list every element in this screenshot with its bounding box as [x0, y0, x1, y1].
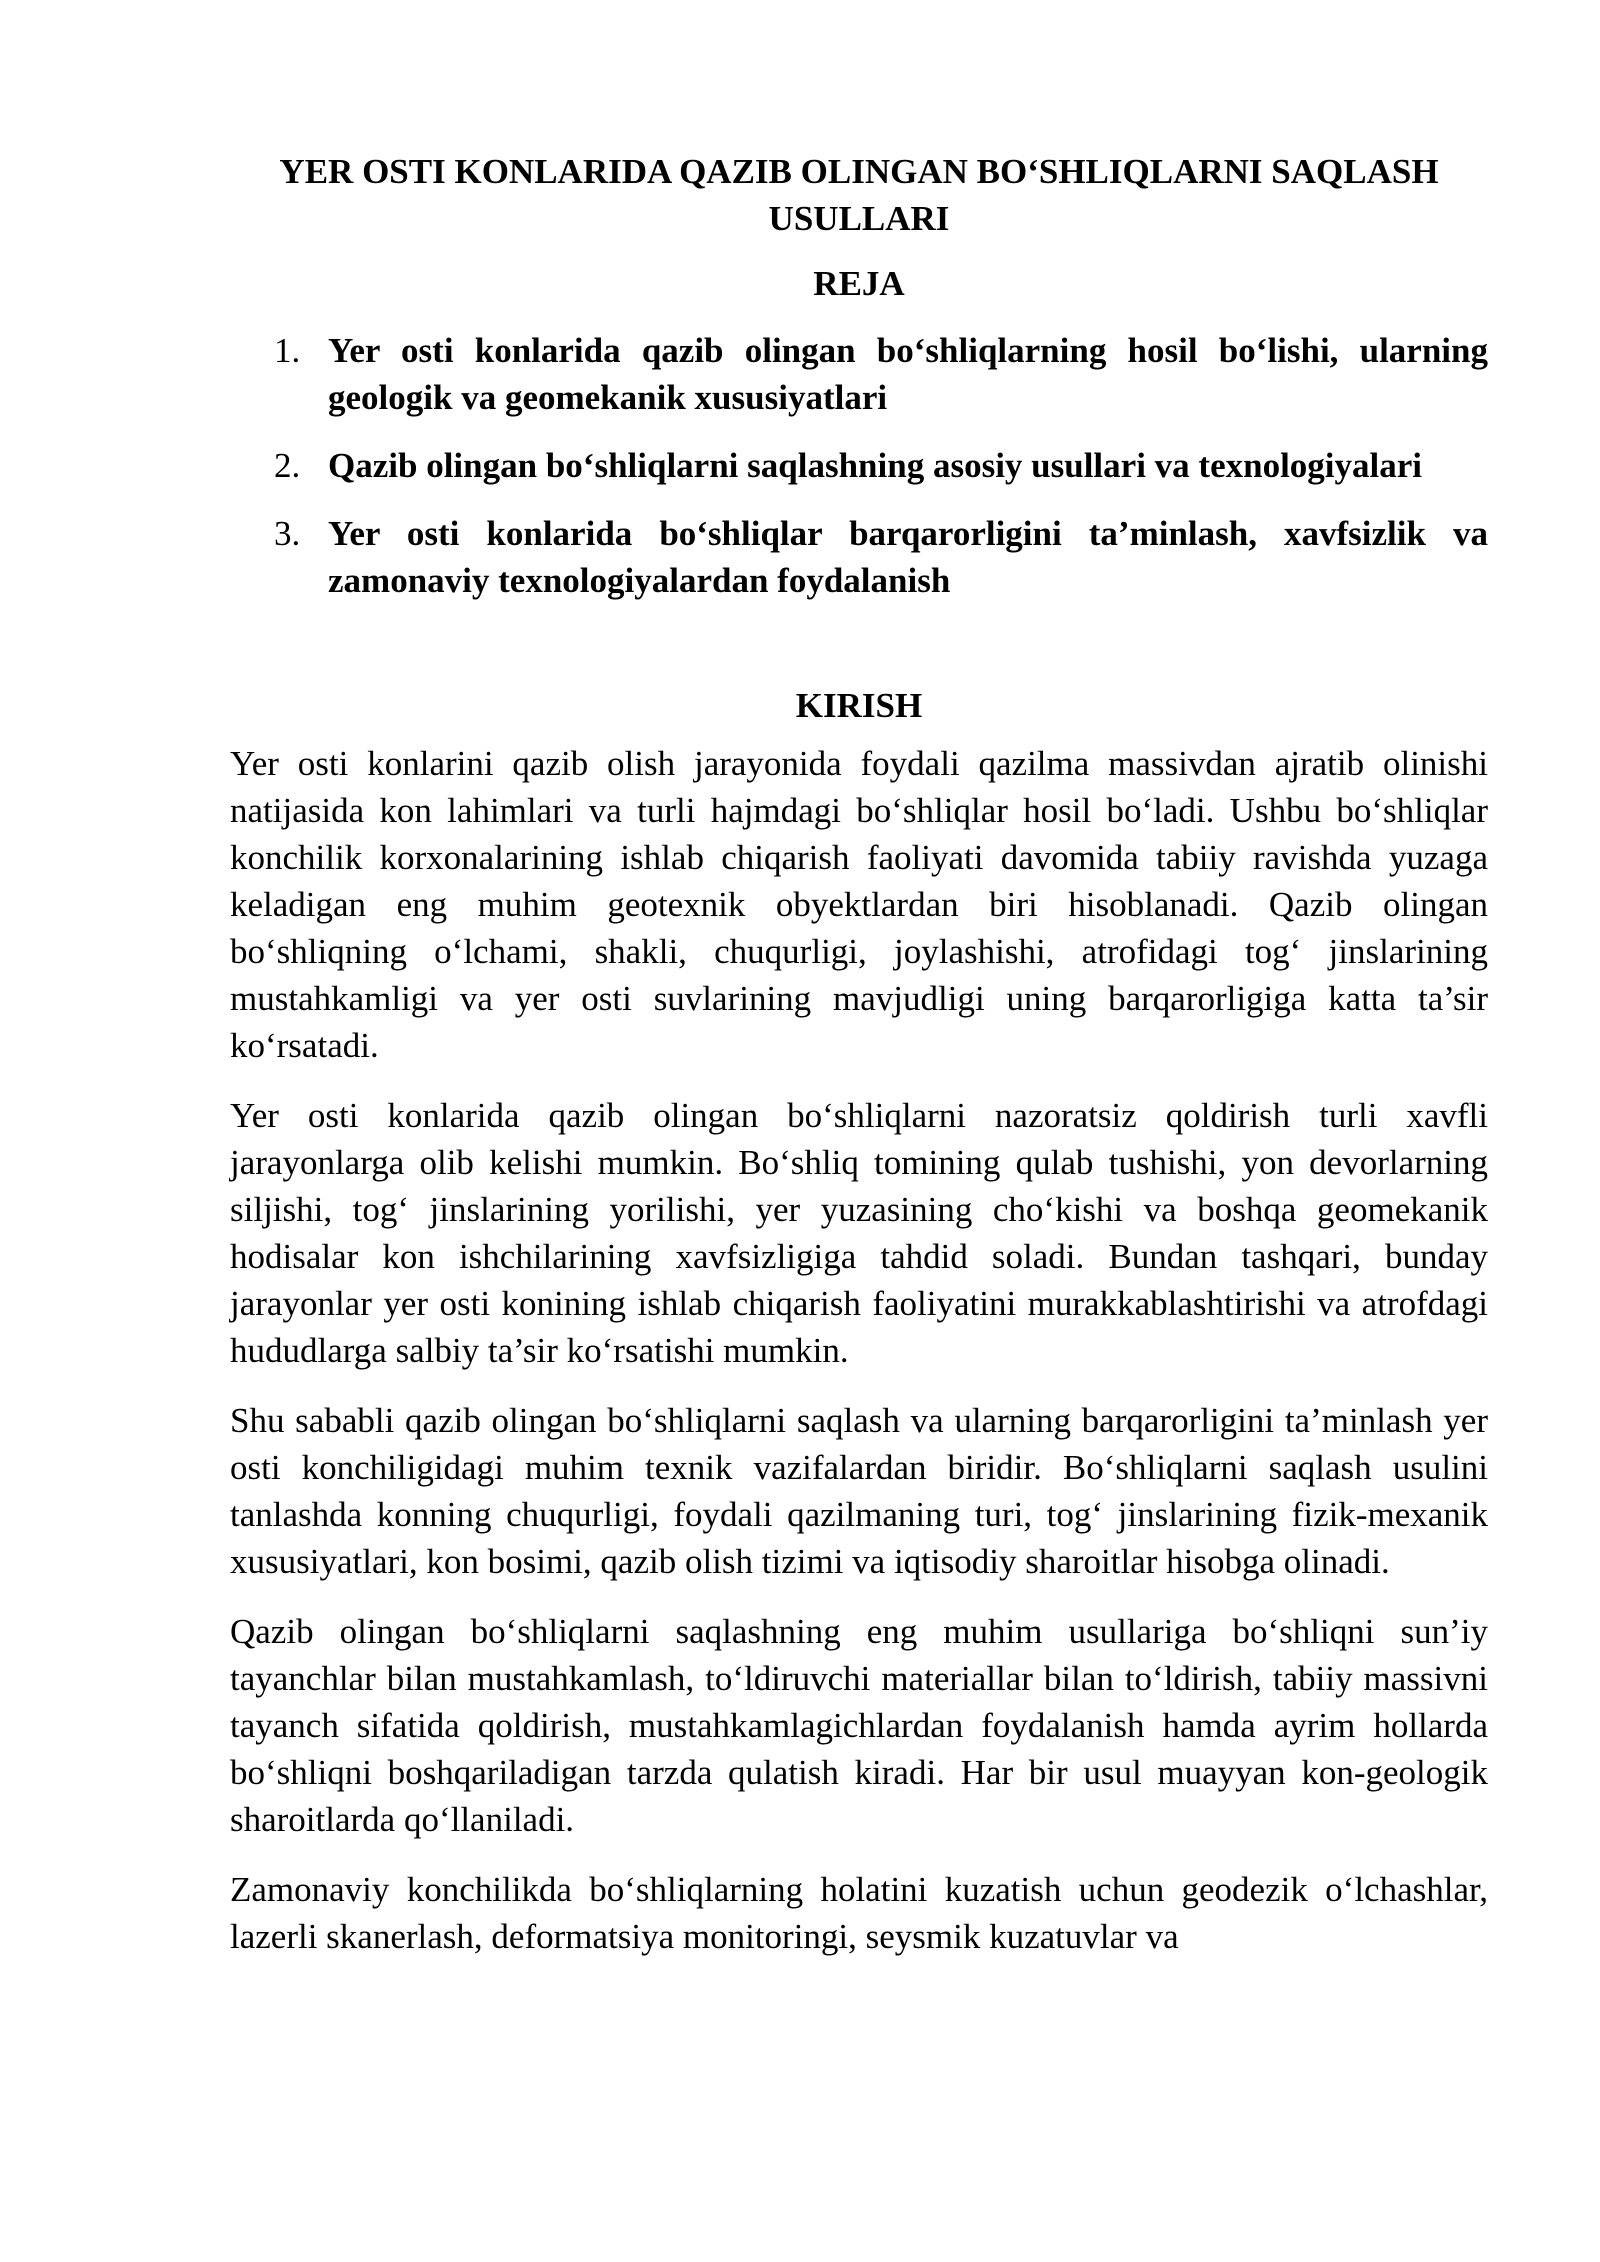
intro-heading: KIRISH — [795, 686, 923, 725]
body-paragraph: Qazib olingan bo‘shliqlarni saqlashning eng muhim usullariga bo‘shliqni sun’iy tayanchlar bilan mustahkamlash, to‘ldiruvchi materiallar bilan to‘ldirish, tabiiy massivni tayanch sifatida qoldirish, mustahkamlagichlardan foydalanish hamda ayrim hollarda bo‘shliqni boshqariladigan tarzda qulatish kiradi. Har bir usul muayyan kon-geologik sharoitlarda qo‘llaniladi. — [230, 1612, 1488, 1839]
document-title: YER OSTI KONLARIDA QAZIB OLINGAN BO‘SHLIQLARNI SAQLASH USULLARI — [279, 152, 1439, 238]
body-paragraph: Shu sababli qazib olingan bo‘shliqlarni saqlash va ularning barqarorligini ta’minlash yer osti konchiligidagi muhim texnik vazifalardan biridir. Bo‘shliqlarni saqlash usulini tanlashda konning chuqurligi, foydali qazilmaning turi, tog‘ jinslarining fizik-mexanik xususiyatlari, kon bosimi, qazib olish tizimi va iqtisodiy sharoitlar hisobga olinadi. — [230, 1401, 1488, 1581]
plan-item-number: 2. — [274, 446, 301, 485]
plan-item — [230, 327, 1488, 421]
body-paragraph: Yer osti konlarida qazib olingan bo‘shliqlarni nazoratsiz qoldirish turli xavfli jarayonlarga olib kelishi mumkin. Bo‘shliq tomining qulab tushishi, yon devorlarning siljishi, tog‘ jinslarining yorilishi, yer yuzasining cho‘kishi va boshqa geomekanik hodisalar kon ishchilarining xavfsizligiga tahdid soladi. Bundan tashqari, bunday jarayonlar yer osti konining ishlab chiqarish faoliyatini murakkablashtirishi va atrofdagi hududlarga salbiy ta’sir ko‘rsatishi mumkin. — [230, 1096, 1488, 1370]
plan-item-text: Qazib olingan bo‘shliqlarni saqlashning asosiy usullari va texnologiyalari — [328, 446, 1423, 485]
plan-item-number: 1. — [274, 331, 301, 370]
document-page — [230, 148, 1488, 1983]
plan-item-text: Yer osti konlarida qazib olingan bo‘shliqlarning hosil bo‘lishi, ularning geologik va geomekanik xususiyatlari — [328, 331, 1488, 417]
plan-item — [230, 442, 1488, 489]
plan-item — [230, 510, 1488, 604]
plan-list — [230, 327, 1488, 604]
plan-item-number: 3. — [274, 514, 301, 553]
plan-heading: REJA — [813, 264, 905, 303]
body-paragraph: Yer osti konlarini qazib olish jarayonida foydali qazilma massivdan ajratib olinishi natijasida kon lahimlari va turli hajmdagi bo‘shliqlar hosil bo‘ladi. Ushbu bo‘shliqlar konchilik korxonalarining ishlab chiqarish faoliyati davomida tabiiy ravishda yuzaga keladigan eng muhim geotexnik obyektlardan biri hisoblanadi. Qazib olingan bo‘shliqning o‘lchami, shakli, chuqurligi, joylashishi, atrofidagi tog‘ jinslarining mustahkamligi va yer osti suvlarining mavjudligi uning barqarorligiga katta ta’sir ko‘rsatadi. — [230, 744, 1488, 1065]
plan-item-text: Yer osti konlarida bo‘shliqlar barqarorligini ta’minlash, xavfsizlik va zamonaviy texnologiyalardan foydalanish — [328, 514, 1488, 600]
body-paragraph: Zamonaviy konchilikda bo‘shliqlarning holatini kuzatish uchun geodezik o‘lchashlar, lazerli skanerlash, deformatsiya monitoringi, seysmik kuzatuvlar va — [230, 1870, 1488, 1956]
